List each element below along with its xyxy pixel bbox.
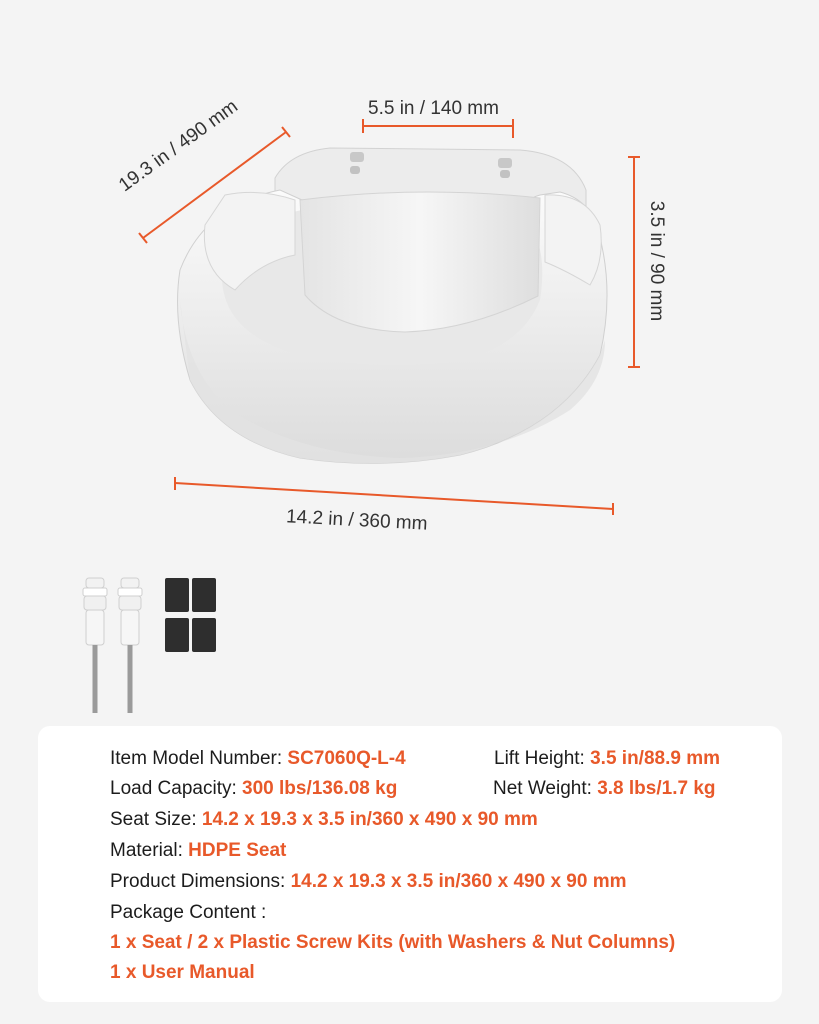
seat-ring bbox=[178, 190, 607, 463]
dimension-top-width: 5.5 in / 140 mm bbox=[368, 98, 499, 119]
spec-item-model: Item Model Number: SC7060Q-L-4 bbox=[110, 748, 406, 769]
anti-slip-pads bbox=[165, 578, 216, 652]
plastic-screw-kit-1 bbox=[83, 578, 107, 713]
spec-material: Material: HDPE Seat bbox=[110, 840, 287, 861]
specifications-card bbox=[38, 726, 782, 1002]
spec-lift-height: Lift Height: 3.5 in/88.9 mm bbox=[494, 748, 721, 769]
dimension-height: 3.5 in / 90 mm bbox=[646, 200, 668, 322]
spec-load-capacity: Load Capacity: 300 lbs/136.08 kg bbox=[110, 778, 398, 799]
spec-net-weight: Net Weight: 3.8 lbs/1.7 kg bbox=[493, 778, 716, 799]
spec-package-content: Package Content : bbox=[110, 902, 267, 923]
spec-seat-size: Seat Size: 14.2 x 19.3 x 3.5 in/360 x 490 x 90 mm bbox=[110, 809, 538, 830]
dimension-diagonal-length: 19.3 in / 490 mm bbox=[115, 96, 242, 197]
package-line-1: 1 x Seat / 2 x Plastic Screw Kits (with Washers & Nut Columns) bbox=[110, 932, 676, 953]
package-line-2: 1 x User Manual bbox=[110, 962, 255, 983]
dimension-bottom-width: 14.2 in / 360 mm bbox=[285, 506, 429, 535]
spec-product-dimensions: Product Dimensions: 14.2 x 19.3 x 3.5 in/360 x 490 x 90 mm bbox=[110, 871, 627, 892]
plastic-screw-kit-2 bbox=[118, 578, 142, 713]
